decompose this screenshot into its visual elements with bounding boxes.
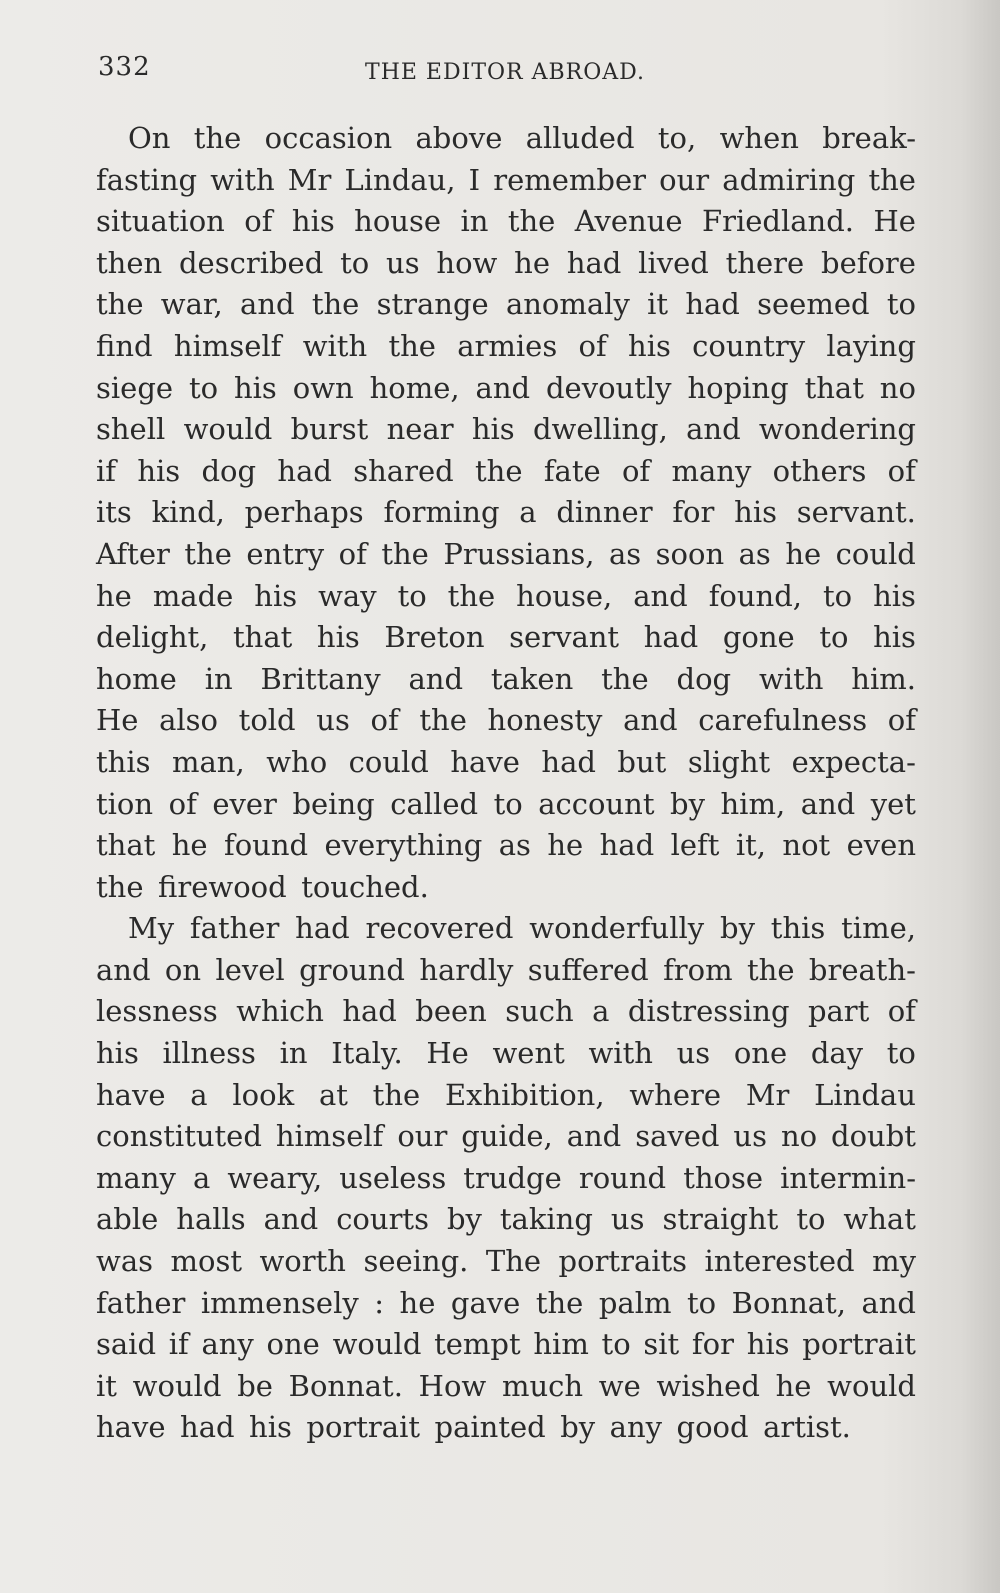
body-text — [96, 118, 916, 1449]
text-line: delight, that his Breton servant had gone to his — [96, 620, 916, 655]
text-line: said if any one would tempt him to sit for his portrait — [96, 1327, 916, 1362]
text-line: able halls and courts by taking us straight to what — [96, 1202, 916, 1237]
text-line: the war, and the strange anomaly it had seemed to — [96, 287, 916, 322]
text-line: this man, who could have had but slight expecta- — [96, 744, 916, 779]
text-line: home in Brittany and taken the dog with him. — [96, 661, 916, 696]
running-title: THE EDITOR ABROAD. — [365, 60, 645, 85]
text-line: fasting with Mr Lindau, I remember our admiring the — [96, 162, 916, 197]
text-line: he made his way to the house, and found, to his — [96, 578, 916, 613]
text-line: father immensely : he gave the palm to Bonnat, and — [96, 1285, 916, 1320]
text-line: He also told us of the honesty and carefulness of — [96, 703, 916, 738]
text-line: On the occasion above alluded to, when break- — [128, 121, 916, 155]
text-line: have a look at the Exhibition, where Mr Lindau — [96, 1077, 916, 1112]
text-line: the firewood touched. — [96, 869, 429, 904]
text-line: his illness in Italy. He went with us one day to — [96, 1036, 916, 1071]
text-line: After the entry of the Prussians, as soon as he could — [96, 536, 916, 571]
text-line: shell would burst near his dwelling, and wondering — [96, 412, 916, 447]
text-line: have had his portrait painted by any good artist. — [96, 1410, 851, 1445]
text-line: if his dog had shared the fate of many others of — [96, 453, 916, 488]
text-line: then described to us how he had lived there before — [96, 245, 916, 280]
text-line: situation of his house in the Avenue Friedland. He — [96, 204, 916, 239]
text-line: find himself with the armies of his country laying — [96, 328, 916, 363]
text-line: tion of ever being called to account by him, and yet — [96, 786, 916, 821]
text-line: its kind, perhaps forming a dinner for his servant. — [96, 495, 916, 530]
text-line: was most worth seeing. The portraits interested my — [96, 1244, 916, 1279]
text-line: lessness which had been such a distressing part of — [96, 994, 916, 1029]
text-line: and on level ground hardly suffered from the breath- — [96, 952, 916, 987]
text-line: My father had recovered wonderfully by this time, — [128, 911, 916, 946]
text-line: siege to his own home, and devoutly hoping that no — [96, 370, 916, 405]
text-line: constituted himself our guide, and saved us no doubt — [96, 1119, 916, 1154]
text-line: many a weary, useless trudge round those intermin- — [96, 1160, 916, 1195]
text-line: it would be Bonnat. How much we wished he would — [96, 1368, 916, 1403]
page-number: 332 — [98, 52, 151, 82]
text-line: that he found everything as he had left it, not even — [96, 828, 916, 863]
